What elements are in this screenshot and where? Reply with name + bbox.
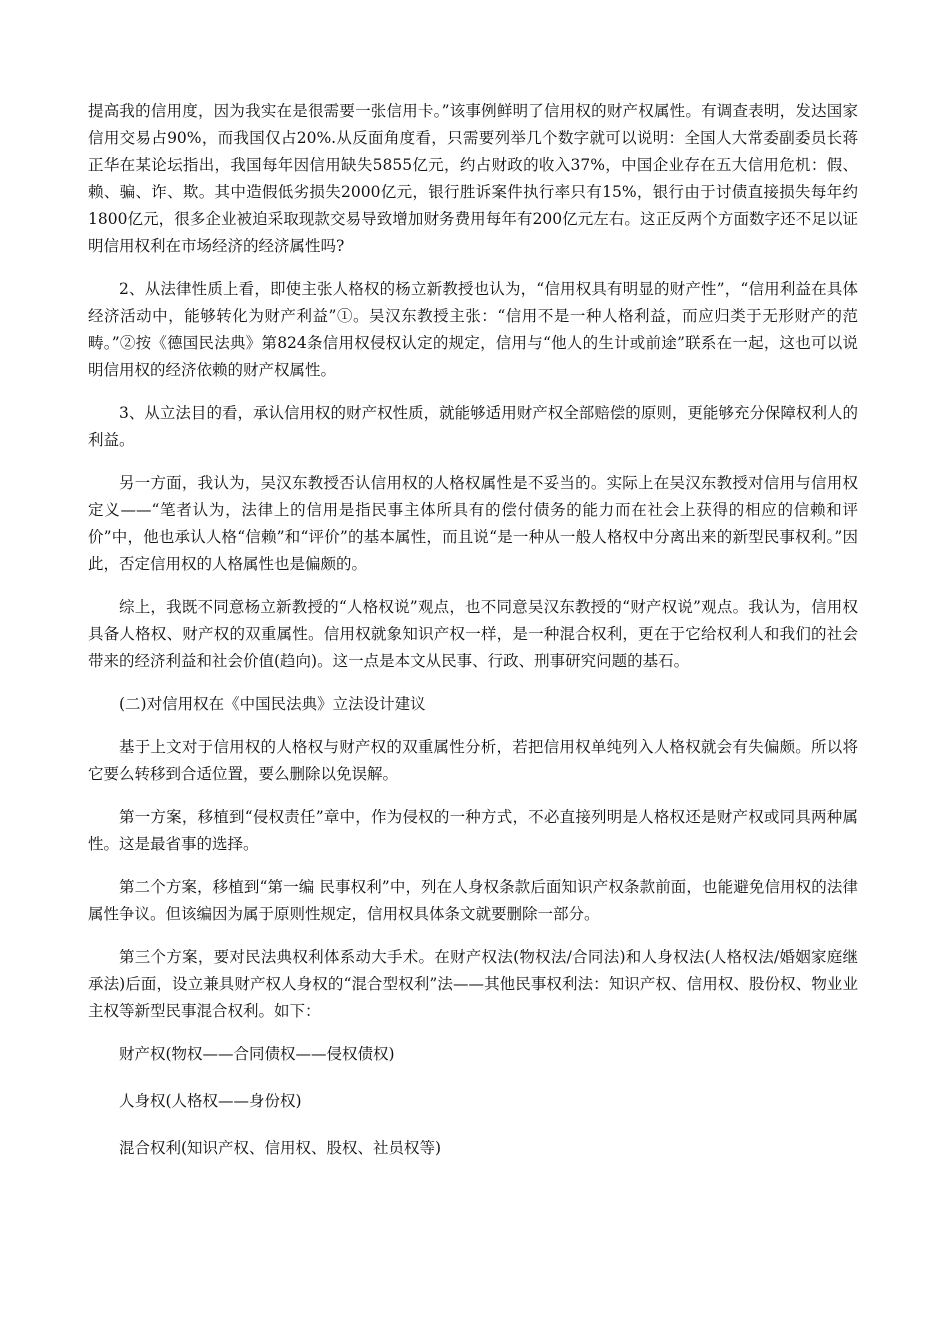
section-heading: (二)对信用权在《中国民法典》立法设计建议 bbox=[119, 695, 426, 713]
paragraph-summary: 综上，我既不同意杨立新教授的“人格权说”观点，也不同意吴汉东教授的“财产权说”观点。我认为，信用权具备人格权、财产权的双重属性。信用权就象知识产权一样，是一种混合权利，更在于它给权利人和我们的社会带来的经济利益和社会价值(趋向)。这一点是本文从民事、行政、刑事研究问题的基石。 bbox=[88, 598, 858, 670]
list-item-property-rights: 财产权(物权——合同债权——侵权债权) bbox=[119, 1045, 395, 1063]
paragraph-plan-two: 第二个方案，移植到“第一编 民事权利”中，列在人身权条款后面知识产权条款前面，也能避免信用权的法律属性争议。但该编因为属于原则性规定，信用权具体条文就要删除一部分。 bbox=[88, 878, 858, 923]
paragraph-legislative-purpose: 3、从立法目的看，承认信用权的财产权性质，就能够适用财产权全部赔偿的原则，更能够充分保障权利人的利益。 bbox=[88, 404, 858, 449]
list-item-personal-rights: 人身权(人格权——身份权) bbox=[119, 1092, 302, 1110]
paragraph-continuation: 提高我的信用度，因为我实在是很需要一张信用卡。”该事例鲜明了信用权的财产权属性。有调查表明，发达国家信用交易占90%，而我国仅占20%.从反面角度看，只需要列举几个数字就可以说明：全国人大常委副委员长蒋正华在某论坛指出，我国每年因信用缺失5855亿元，约占财政的收入37%，中国企业存在五大信用危机：假、赖、骗、诈、欺。其中造假低劣损失2000亿元，银行胜诉案件执行率只有15%，银行由于讨债直接损失每年约1800亿元，很多企业被迫采取现款交易导致增加财务费用每年有200亿元左右。这正反两个方面数字还不足以证明信用权利在市场经济的经济属性吗? bbox=[88, 102, 858, 255]
paragraph-legal-nature: 2、从法律性质上看，即使主张人格权的杨立新教授也认为，“信用权具有明显的财产性”，“信用利益在具体经济活动中，能够转化为财产利益”①。吴汉东教授主张：“信用不是一种人格利益，而应归类于无形财产的范畴。”②按《德国民法典》第824条信用权侵权认定的规定，信用与“他人的生计或前途”联系在一起，这也可以说明信用权的经济依赖的财产权属性。 bbox=[88, 280, 858, 379]
list-item-mixed-rights: 混合权利(知识产权、信用权、股权、社员权等) bbox=[119, 1139, 442, 1157]
paragraph-plan-three: 第三个方案，要对民法典权利体系动大手术。在财产权法(物权法/合同法)和人身权法(人格权法/婚姻家庭继承法)后面，设立兼具财产权人身权的“混合型权利”法——其他民事权利法：知识产权、信用权、股份权、物业业主权等新型民事混合权利。如下： bbox=[88, 948, 858, 1020]
paragraph-based-on: 基于上文对于信用权的人格权与财产权的双重属性分析，若把信用权单纯列入人格权就会有失偏颇。所以将它要么转移到合适位置，要么删除以免误解。 bbox=[88, 738, 858, 783]
paragraph-other-side: 另一方面，我认为，吴汉东教授否认信用权的人格权属性是不妥当的。实际上在吴汉东教授对信用与信用权定义——“笔者认为，法律上的信用是指民事主体所具有的偿付债务的能力而在社会上获得的相应的信赖和评价”中，他也承认人格“信赖”和“评价”的基本属性，而且说“是一种从一般人格权中分离出来的新型民事权利。”因此，否定信用权的人格属性也是偏颇的。 bbox=[88, 474, 858, 573]
document-page bbox=[88, 98, 858, 1182]
paragraph-plan-one: 第一方案，移植到“侵权责任”章中，作为侵权的一种方式，不必直接列明是人格权还是财产权或同具两种属性。这是最省事的选择。 bbox=[88, 808, 858, 853]
